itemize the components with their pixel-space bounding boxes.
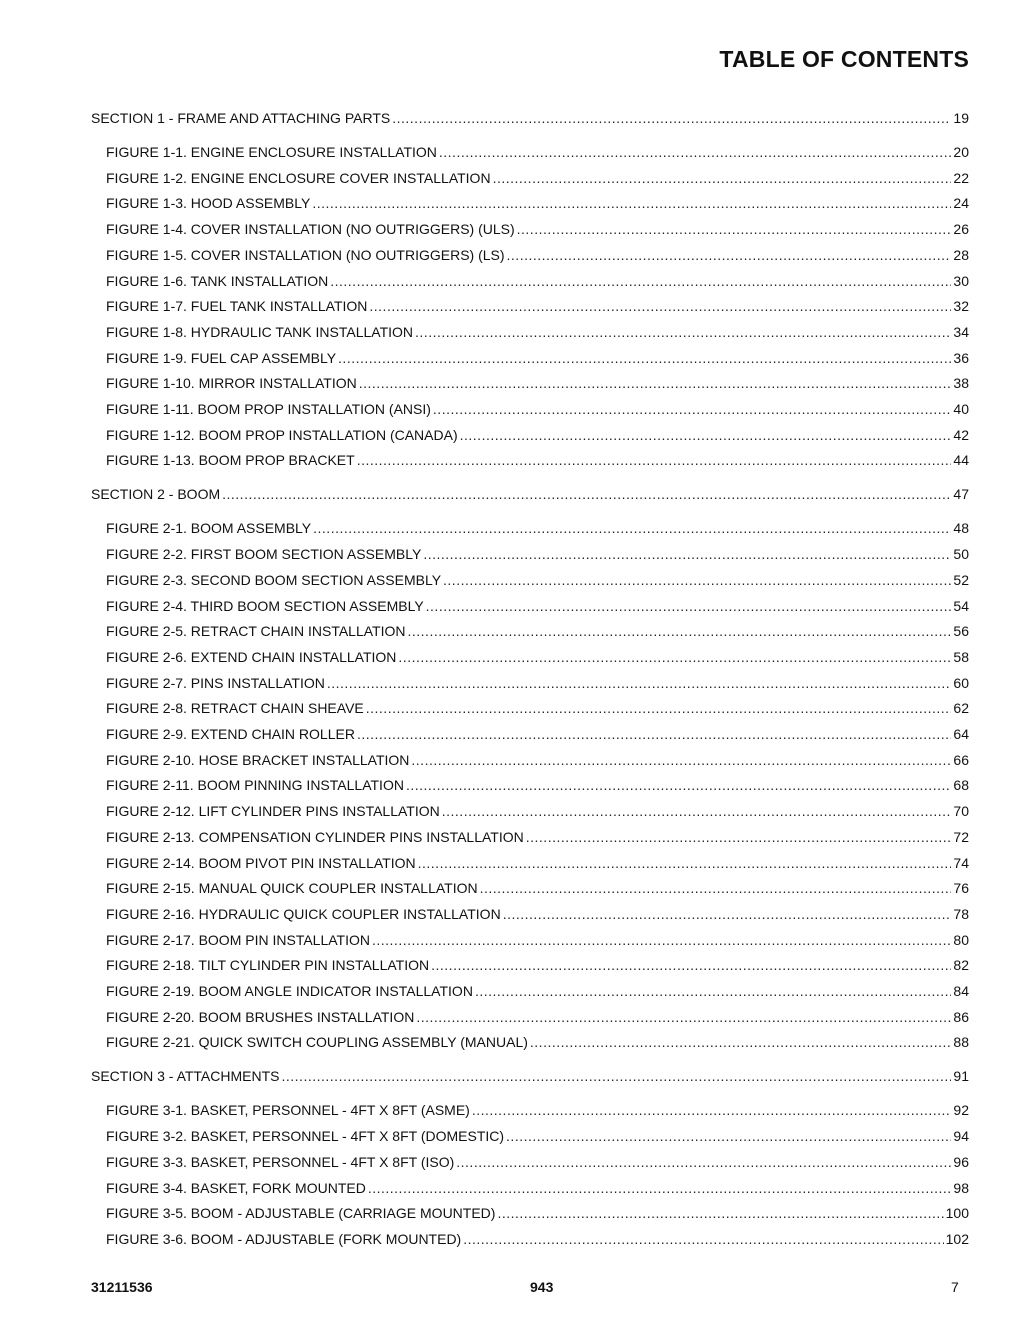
toc-figure-entry[interactable] — [106, 144, 969, 160]
toc-entry-label: FIGURE 1-10. MIRROR INSTALLATION — [106, 375, 357, 392]
footer-model: 943 — [530, 1279, 554, 1295]
dot-leader — [406, 777, 951, 793]
toc-figure-entry[interactable] — [106, 623, 969, 639]
toc-entry-label: FIGURE 1-13. BOOM PROP BRACKET — [106, 452, 355, 469]
toc-figure-entry[interactable] — [106, 546, 969, 562]
toc-figure-entry[interactable] — [106, 1154, 969, 1170]
toc-figure-entry[interactable] — [106, 350, 969, 366]
footer-doc-number: 31211536 — [91, 1279, 153, 1295]
toc-entry-page: 50 — [953, 546, 969, 563]
toc-entry-label: FIGURE 1-3. HOOD ASSEMBLY — [106, 195, 311, 212]
dot-leader — [398, 649, 951, 665]
toc-figure-entry[interactable] — [106, 520, 969, 536]
dot-leader — [530, 1034, 952, 1050]
toc-entry-label: FIGURE 2-2. FIRST BOOM SECTION ASSEMBLY — [106, 546, 422, 563]
toc-figure-entry[interactable] — [106, 1205, 969, 1221]
toc-figure-entry[interactable] — [106, 957, 969, 973]
dot-leader — [369, 298, 951, 314]
toc-entry-page: 72 — [953, 828, 969, 845]
dot-leader — [493, 170, 952, 186]
dot-leader — [442, 803, 952, 819]
toc-entry-label: FIGURE 2-9. EXTEND CHAIN ROLLER — [106, 726, 355, 742]
toc-entry-page: 92 — [953, 1102, 969, 1119]
toc-figure-entry[interactable] — [106, 598, 969, 614]
toc-entry-label: FIGURE 3-1. BASKET, PERSONNEL - 4FT X 8FT (ASME) — [106, 1102, 470, 1119]
toc-entry-label: FIGURE 2-6. EXTEND CHAIN INSTALLATION — [106, 648, 397, 665]
dot-leader — [357, 726, 951, 742]
toc-entry-page: 98 — [953, 1179, 969, 1196]
toc-entry-label: FIGURE 1-4. COVER INSTALLATION (NO OUTRIGGERS) (ULS) — [106, 221, 515, 238]
toc-entry-page: 22 — [953, 169, 969, 186]
dot-leader — [497, 1205, 943, 1221]
toc-section-entry[interactable] — [91, 1068, 969, 1084]
toc-figure-entry[interactable] — [106, 983, 969, 999]
toc-figure-entry[interactable] — [106, 1180, 969, 1196]
toc-entry-page: 26 — [953, 221, 969, 238]
dot-leader — [372, 932, 951, 948]
toc-figure-entry[interactable] — [106, 829, 969, 845]
dot-leader — [330, 273, 951, 289]
toc-entry-label: FIGURE 2-15. MANUAL QUICK COUPLER INSTALLATION — [106, 880, 478, 897]
toc-entry-page: 24 — [953, 195, 969, 212]
dot-leader — [282, 1068, 952, 1084]
toc-entry-page: 78 — [953, 905, 969, 922]
toc-entry-page: 32 — [953, 298, 969, 315]
toc-entry-page: 74 — [953, 854, 969, 871]
toc-entry-page: 58 — [953, 648, 969, 665]
toc-entry-page: 91 — [953, 1068, 969, 1085]
toc-entry-label: FIGURE 2-8. RETRACT CHAIN SHEAVE — [106, 700, 364, 717]
toc-entry-page: 56 — [953, 623, 969, 640]
toc-entry-page: 96 — [953, 1153, 969, 1170]
toc-entry-label: FIGURE 2-18. TILT CYLINDER PIN INSTALLATION — [106, 957, 430, 974]
toc-figure-entry[interactable] — [106, 1009, 969, 1025]
dot-leader — [460, 427, 952, 443]
dot-leader — [456, 1154, 951, 1170]
toc-figure-entry[interactable] — [106, 777, 969, 793]
dot-leader — [222, 486, 951, 502]
toc-figure-entry[interactable] — [106, 1034, 969, 1050]
toc-entry-label: FIGURE 3-2. BASKET, PERSONNEL - 4FT X 8FT (DOMESTIC) — [106, 1128, 505, 1145]
toc-figure-entry[interactable] — [106, 880, 969, 896]
toc-entry-page: 30 — [953, 272, 969, 289]
footer-page-number: 7 — [951, 1279, 959, 1295]
dot-leader — [312, 195, 951, 211]
toc-entry-label: FIGURE 1-5. COVER INSTALLATION (NO OUTRIGGERS) (LS) — [106, 246, 505, 263]
toc-entry-label: FIGURE 1-1. ENGINE ENCLOSURE INSTALLATION — [106, 144, 437, 160]
toc-figure-entry[interactable] — [106, 572, 969, 588]
dot-leader — [415, 324, 951, 340]
dot-leader — [526, 829, 952, 845]
toc-entry-page: 102 — [945, 1230, 969, 1247]
toc-figure-entry[interactable] — [106, 273, 969, 289]
toc-entry-label: FIGURE 2-7. PINS INSTALLATION — [106, 674, 325, 691]
dot-leader — [433, 401, 952, 417]
toc-figure-entry[interactable] — [106, 1102, 969, 1118]
toc-figure-entry[interactable] — [106, 906, 969, 922]
toc-entry-page: 20 — [953, 144, 969, 160]
toc-figure-entry[interactable] — [106, 247, 969, 263]
dot-leader — [338, 350, 951, 366]
toc-entry-page: 82 — [953, 957, 969, 974]
toc-entry-label: FIGURE 3-5. BOOM - ADJUSTABLE (CARRIAGE MOUNTED) — [106, 1205, 496, 1222]
toc-entry-page: 54 — [953, 597, 969, 614]
dot-leader — [431, 957, 951, 973]
dot-leader — [418, 855, 952, 871]
toc-entry-label: FIGURE 2-10. HOSE BRACKET INSTALLATION — [106, 751, 410, 768]
toc-entry-page: 66 — [953, 751, 969, 768]
toc-entry-page: 19 — [953, 110, 969, 126]
toc-entry-page: 76 — [953, 880, 969, 897]
toc-entry-label: FIGURE 1-7. FUEL TANK INSTALLATION — [106, 298, 368, 315]
dot-leader — [480, 880, 952, 896]
toc-entry-label: SECTION 3 - ATTACHMENTS — [91, 1068, 280, 1085]
toc-entry-label: FIGURE 2-1. BOOM ASSEMBLY — [106, 520, 312, 537]
toc-figure-entry[interactable] — [106, 649, 969, 665]
page-title: TABLE OF CONTENTS — [719, 46, 969, 72]
dot-leader — [463, 1231, 943, 1247]
toc-entry-page: 60 — [953, 674, 969, 691]
dot-leader — [357, 452, 952, 468]
toc-entry-page: 36 — [953, 349, 969, 366]
dot-leader — [472, 1102, 952, 1118]
dot-leader — [313, 520, 951, 536]
dot-leader — [439, 144, 952, 160]
toc-entry-label: FIGURE 2-3. SECOND BOOM SECTION ASSEMBLY — [106, 571, 442, 588]
toc-entry-label: FIGURE 3-6. BOOM - ADJUSTABLE (FORK MOUNTED) — [106, 1230, 462, 1247]
dot-leader — [368, 1180, 952, 1196]
toc-entry-page: 48 — [953, 520, 969, 537]
toc-figure-entry[interactable] — [106, 752, 969, 768]
dot-leader — [359, 375, 952, 391]
toc-entry-page: 28 — [953, 246, 969, 263]
dot-leader — [416, 1009, 951, 1025]
toc-figure-entry[interactable] — [106, 221, 969, 237]
toc-entry-page: 88 — [953, 1034, 969, 1051]
dot-leader — [443, 572, 951, 588]
toc-entry-page: 34 — [953, 323, 969, 340]
dot-leader — [327, 675, 952, 691]
toc-entry-page: 100 — [945, 1205, 969, 1222]
toc-entry-page: 64 — [953, 726, 969, 742]
toc-entry-label: FIGURE 1-8. HYDRAULIC TANK INSTALLATION — [106, 323, 414, 340]
dot-leader — [475, 983, 951, 999]
toc-entry-label: FIGURE 1-11. BOOM PROP INSTALLATION (ANSI) — [106, 401, 431, 417]
toc-entry-label: FIGURE 2-17. BOOM PIN INSTALLATION — [106, 931, 370, 948]
toc-figure-entry[interactable] — [106, 324, 969, 340]
toc-figure-entry[interactable] — [106, 375, 969, 391]
toc-entry-label: FIGURE 3-3. BASKET, PERSONNEL - 4FT X 8FT (ISO) — [106, 1153, 455, 1170]
toc-entry-page: 80 — [953, 931, 969, 948]
toc-entry-label: FIGURE 2-14. BOOM PIVOT PIN INSTALLATION — [106, 854, 416, 871]
toc-entry-page: 38 — [953, 375, 969, 392]
toc-figure-entry[interactable] — [106, 195, 969, 211]
dot-leader — [366, 700, 952, 716]
toc-entry-label: FIGURE 1-6. TANK INSTALLATION — [106, 272, 329, 289]
toc-entry-label: FIGURE 2-4. THIRD BOOM SECTION ASSEMBLY — [106, 597, 424, 614]
toc-entry-label: FIGURE 2-20. BOOM BRUSHES INSTALLATION — [106, 1008, 415, 1025]
toc-figure-entry[interactable] — [106, 675, 969, 691]
toc-entry-label: FIGURE 2-12. LIFT CYLINDER PINS INSTALLATION — [106, 803, 440, 820]
toc-entry-label: FIGURE 2-19. BOOM ANGLE INDICATOR INSTALLATION — [106, 983, 473, 999]
dot-leader — [423, 546, 951, 562]
toc-entry-page: 40 — [953, 401, 969, 417]
toc-entry-label: FIGURE 2-21. QUICK SWITCH COUPLING ASSEMBLY (MANUAL) — [106, 1034, 528, 1051]
toc-entry-label: SECTION 2 - BOOM — [91, 486, 221, 503]
toc-section-entry[interactable] — [91, 110, 969, 126]
toc-figure-entry[interactable] — [106, 1231, 969, 1247]
toc-entry-page: 52 — [953, 571, 969, 588]
toc-section-entry[interactable] — [91, 486, 969, 502]
dot-leader — [411, 752, 951, 768]
toc-entry-page: 44 — [953, 452, 969, 469]
dot-leader — [506, 1128, 951, 1144]
toc-figure-entry[interactable] — [106, 726, 969, 742]
dot-leader — [408, 623, 952, 639]
dot-leader — [426, 598, 952, 614]
toc-entry-label: FIGURE 2-5. RETRACT CHAIN INSTALLATION — [106, 623, 406, 640]
toc-figure-entry[interactable] — [106, 855, 969, 871]
toc-entry-page: 84 — [953, 983, 969, 999]
toc-entry-label: SECTION 1 - FRAME AND ATTACHING PARTS — [91, 110, 391, 126]
toc-entry-label: FIGURE 2-11. BOOM PINNING INSTALLATION — [106, 777, 404, 794]
toc-entry-page: 86 — [953, 1008, 969, 1025]
dot-leader — [517, 221, 952, 237]
toc-entry-label: FIGURE 2-16. HYDRAULIC QUICK COUPLER INSTALLATION — [106, 905, 501, 922]
toc-entry-label: FIGURE 3-4. BASKET, FORK MOUNTED — [106, 1179, 366, 1196]
toc-entry-page: 47 — [953, 486, 969, 503]
dot-leader — [507, 247, 952, 263]
toc-figure-entry[interactable] — [106, 401, 969, 417]
dot-leader — [392, 110, 951, 126]
toc-figure-entry[interactable] — [106, 932, 969, 948]
toc-figure-entry[interactable] — [106, 803, 969, 819]
toc-entry-page: 68 — [953, 777, 969, 794]
toc-figure-entry[interactable] — [106, 452, 969, 468]
toc-entry-page: 62 — [953, 700, 969, 717]
toc-figure-entry[interactable] — [106, 1128, 969, 1144]
toc-entry-label: FIGURE 1-12. BOOM PROP INSTALLATION (CANADA) — [106, 426, 458, 443]
toc-entry-page: 94 — [953, 1128, 969, 1145]
toc-entry-label: FIGURE 2-13. COMPENSATION CYLINDER PINS INSTALLATION — [106, 828, 524, 845]
toc-entry-page: 70 — [953, 803, 969, 820]
toc-figure-entry[interactable] — [106, 170, 969, 186]
toc-entry-page: 42 — [953, 426, 969, 443]
toc-entry-label: FIGURE 1-2. ENGINE ENCLOSURE COVER INSTALLATION — [106, 169, 491, 186]
toc-figure-entry[interactable] — [106, 700, 969, 716]
toc-figure-entry[interactable] — [106, 427, 969, 443]
dot-leader — [503, 906, 952, 922]
toc-figure-entry[interactable] — [106, 298, 969, 314]
toc-entry-label: FIGURE 1-9. FUEL CAP ASSEMBLY — [106, 349, 337, 366]
